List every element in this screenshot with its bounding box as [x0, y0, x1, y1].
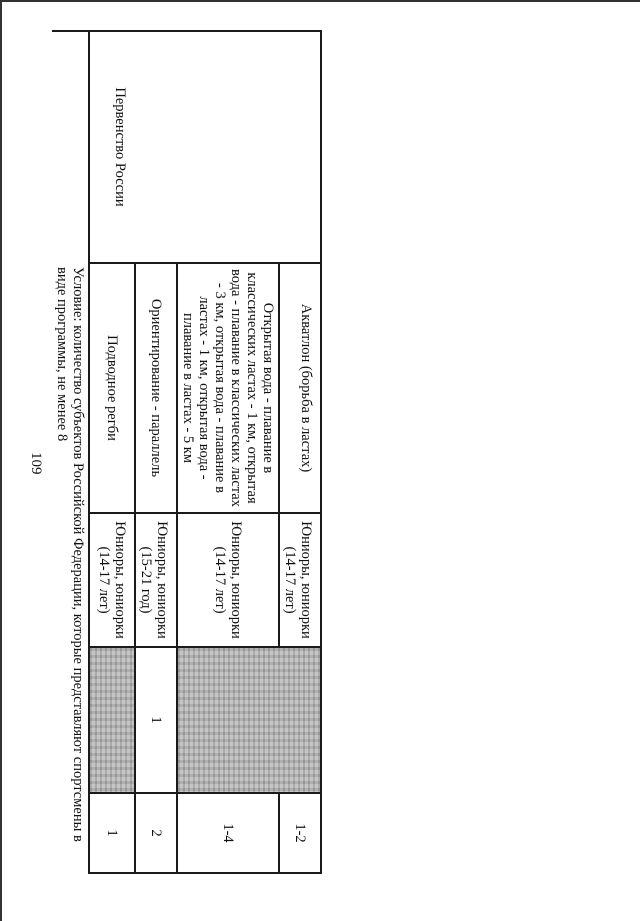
shaded-cell [177, 647, 321, 793]
age-group-cell: Юниоры, юниорки (14-17 лет) [177, 513, 279, 647]
competition-cell: Первенство России [89, 31, 321, 263]
discipline-cell: Акватлон (борьба в ластах) [279, 263, 321, 513]
page-number: 109 [28, 452, 44, 475]
shaded-cell [89, 647, 135, 793]
count-cell: 1 [135, 647, 177, 793]
rotated-table-wrapper [54, 30, 322, 872]
discipline-cell: Открытая вода - плавание в классических ластах - 1 км, открытая вода - плавание в классических ластах - 3 км, открытая вода - плавание в ластах - 1 км, открытая вода - плавание в ластах - 5 км [177, 263, 279, 513]
table-row [279, 31, 321, 873]
count-cell: 1 [89, 793, 135, 873]
age-group-cell: Юниоры, юниорки (15-21 год) [135, 513, 177, 647]
competition-table [52, 30, 322, 874]
note-row [52, 31, 89, 873]
age-group-cell: Юниоры, юниорки (14-17 лет) [89, 513, 135, 647]
discipline-cell: Ориентирование - параллель [135, 263, 177, 513]
blank-band [52, 31, 89, 263]
count-cell: 2 [135, 793, 177, 873]
age-group-cell: Юниоры, юниорки (14-17 лет) [279, 513, 321, 647]
count-cell: 1-2 [279, 793, 321, 873]
scan-edge-left [0, 0, 2, 921]
condition-note: Условие: количество субъектов Российской Федерации, которые представляют спортсмены в виде программы, не менее 8 [52, 263, 89, 873]
count-cell: 1-4 [177, 793, 279, 873]
scan-edge-top [0, 0, 640, 2]
discipline-cell: Подводное регби [89, 263, 135, 513]
